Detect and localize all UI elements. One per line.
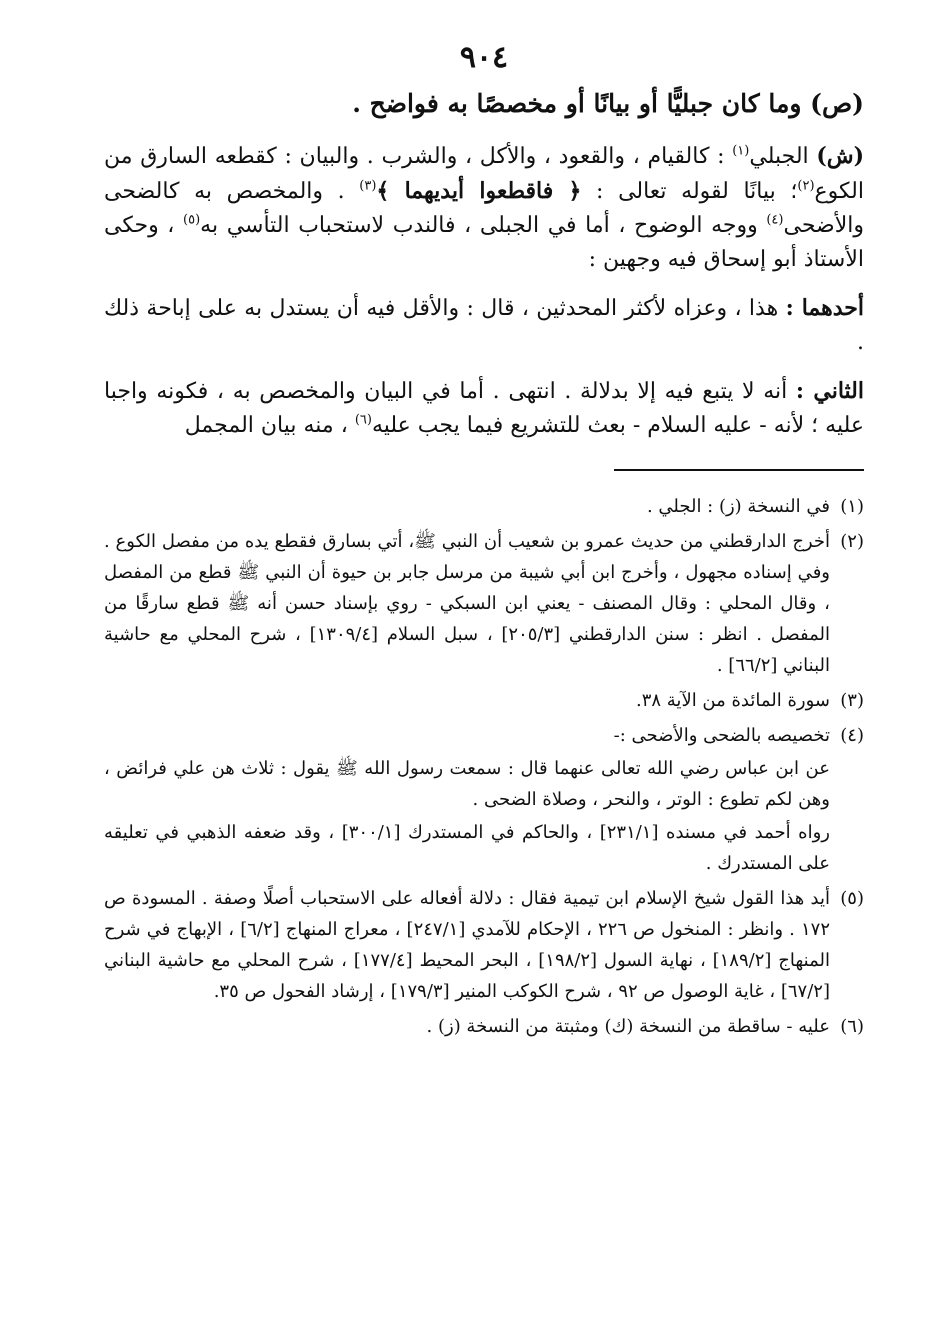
footnote-ref-6: (٦) xyxy=(354,412,372,428)
sharh-marker: (ش) xyxy=(816,143,865,169)
first-opinion-label: أحدهما : xyxy=(785,295,864,321)
sharh-paragraph-3 xyxy=(104,374,864,443)
footnote-takhrij: رواه أحمد في مسنده [٢٣١/١] ، والحاكم في المستدرك [٣٠٠/١] ، وقد ضعفه الذهبي في تعليقه على المستدرك . xyxy=(104,822,830,874)
footnote-hadith: عن ابن عباس رضي الله تعالى عنهما قال : سمعت رسول الله ﷺ يقول : ثلاث هن علي فرائض ، وهن لكم تطوع : الوتر ، والنحر ، وصلاة الضحى . xyxy=(104,758,830,810)
second-opinion-text-end: ، منه بيان المجمل xyxy=(184,413,348,438)
sharh-p1-a: الجبلي xyxy=(749,144,809,169)
footnote-ref-1: (١) xyxy=(732,143,750,159)
footnote-divider xyxy=(614,469,864,471)
sharh-p1-c: ؛ بيانًا لقوله تعالى : xyxy=(596,179,798,204)
footnote-number: (٦) xyxy=(840,1016,864,1037)
footnote-text: أخرج الدارقطني من حديث عمرو بن شعيب أن النبي ﷺ، أتي بسارق فقطع يده من مفصل الكوع . وفي إسناده مجهول ، وأخرج ابن أبي شيبة من مرسل جابر بن حيوة أن النبي ﷺ قطع من المفصل ، وقال المحلي : وقال المصنف - يعني ابن السبكي - روي بإسناد حسن أنه ﷺ قطع سارقًا من المفصل . انظر : سنن الدارقطني [٢٠٥/٣] ، سبل السلام [١٣٠٩/٤] ، شرح المحلي مع حاشية البناني [٦٦/٢] . xyxy=(104,531,830,676)
sharh-p1-f: ، وحكى الأستاذ أبو إسحاق فيه وجهين : xyxy=(104,213,864,272)
second-opinion-label: الثاني : xyxy=(795,378,864,404)
footnotes xyxy=(104,491,864,1042)
footnote-ref-2: (٢) xyxy=(797,178,815,194)
book-page xyxy=(104,40,864,1046)
footnote-text: عليه - ساقطة من النسخة (ك) ومثبتة من النسخة (ز) . xyxy=(426,1016,830,1037)
sharh-paragraph-1 xyxy=(104,139,864,277)
footnote-text: أيد هذا القول شيخ الإسلام ابن تيمية فقال : دلالة أفعاله على الاستحباب أصلًا وصفة . المسودة ص ١٧٢ . وانظر : المنخول ص ٢٢٦ ، الإحكام للآمدي [٢٤٧/١] ، معراج المنهاج [٦/٢] ، الإبهاج في شرح المنهاج [١٨٩/٢] ، نهاية السول [١٩٨/٢] ، البحر المحيط [١٧٧/٤] ، شرح المحلي مع حاشية البناني [٦٧/٢] ، غاية الوصول ص ٩٢ ، شرح الكوكب المنير [١٧٩/٣] ، إرشاد الفحول ص ٣٥. xyxy=(104,888,831,1002)
footnote-text: في النسخة (ز) : الجلي . xyxy=(646,496,830,517)
quran-verse: ﴿ فاقطعوا أيديهما ﴾ xyxy=(376,178,582,204)
footnote-1 xyxy=(104,491,864,522)
footnote-3 xyxy=(104,685,864,716)
footnote-6 xyxy=(104,1011,864,1042)
footnote-text: سورة المائدة من الآية ٣٨. xyxy=(635,690,830,711)
second-opinion-text: أنه لا يتبع فيه إلا بدلالة . انتهى . أما في البيان والمخصص به ، فكونه واجبا عليه ؛ لأنه - عليه السلام - بعث للتشريع فيما يجب عليه xyxy=(104,379,864,438)
first-opinion-text: هذا ، وعزاه لأكثر المحدثين ، قال : والأقل فيه أن يستدل به على إباحة ذلك . xyxy=(104,296,864,355)
footnote-number: (١) xyxy=(840,496,864,517)
footnote-number: (٥) xyxy=(840,888,864,909)
footnote-2 xyxy=(104,526,864,681)
matn-text: (ص) وما كان جبليًّا أو بيانًا أو مخصصًا به فواضح . xyxy=(352,89,864,118)
footnote-ref-3: (٣) xyxy=(359,178,377,194)
footnote-ref-4: (٤) xyxy=(766,212,784,228)
page-number: ٩٠٤ xyxy=(459,40,509,75)
footnote-text: تخصيصه بالضحى والأضحى :- xyxy=(613,725,830,746)
sharh-paragraph-2 xyxy=(104,291,864,360)
footnote-number: (٤) xyxy=(840,725,864,746)
footnote-number: (٢) xyxy=(840,531,864,552)
footnote-ref-5: (٥) xyxy=(183,212,201,228)
sharh-p1-b: : كالقيام ، والقعود ، والأكل ، والشرب . والبيان : كقطعه السارق من الكوع xyxy=(104,144,864,204)
footnote-5 xyxy=(104,883,864,1007)
sharh-p1-d: . والمخصص به كالضحى والأضحى xyxy=(104,179,864,238)
footnote-number: (٣) xyxy=(840,690,864,711)
sharh-p1-e: ووجه الوضوح ، أما في الجبلى ، فالندب لاستحباب التأسي به xyxy=(200,213,758,238)
footnote-4 xyxy=(104,720,864,879)
